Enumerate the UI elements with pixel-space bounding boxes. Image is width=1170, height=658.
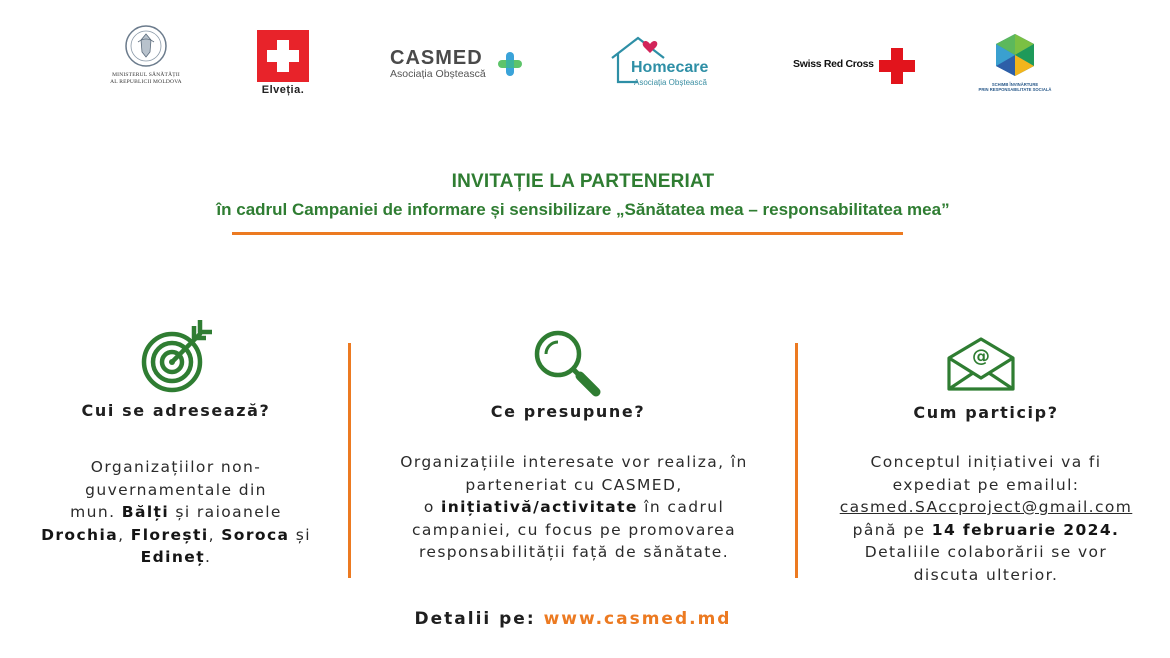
text-line: campaniei, cu focus pe promovarea [411,520,737,539]
text-line: guvernamentale din [85,480,267,499]
switzerland-caption: Elveția. [261,84,305,96]
switzerland-logo [253,30,313,100]
partners-group-logo [975,32,1055,96]
email-envelope-icon [945,336,1017,392]
text-line: Organizațiile interesate vor realiza, în [400,453,748,471]
column-audience-title: Cui se adresează? [81,401,271,420]
ministry-of-health-logo [106,24,186,102]
swiss-red-cross-name: Swiss Red Cross [793,58,874,70]
footer-label: Detalii pe: [414,609,544,629]
text-line: mun. Bălți și raioanele [70,503,282,521]
column-audience-text [26,456,326,569]
website-link[interactable]: www.casmed.md [543,609,732,629]
casmed-logo [390,46,530,86]
column-divider [795,343,798,578]
medical-cross-icon [496,50,524,78]
ministry-caption-2: AL REPUBLICII MOLDOVA [110,79,182,85]
text-line: Conceptul inițiativei va fi [870,453,1102,471]
text-line: parteneriat cu CASMED, [465,475,683,494]
red-cross-icon [879,48,915,84]
swiss-red-cross-logo [793,48,918,84]
text-line: Detaliile colaborării se vor [864,543,1108,561]
text-line: discuta ulterior. [913,565,1059,584]
swiss-flag-icon [257,30,309,82]
ministry-caption-1: MINISTERUL SĂNĂTĂȚII [112,72,180,78]
column-requirements-title: Ce presupune? [490,402,646,421]
page-title: INVITAȚIE LA PARTENERIAT [451,171,715,192]
title-underline [232,232,903,235]
group-caption-2: PRIN RESPONSABILITATE SOCIALĂ [978,87,1052,92]
text-line: expediat pe emailul: [892,475,1080,494]
hexagon-emblem-icon [992,32,1038,78]
coat-of-arms-icon [124,24,168,68]
group-caption-1: SCHIMB ÎNVINĂRTURE [991,82,1039,87]
magnifier-icon [532,328,604,400]
homecare-logo [608,34,728,94]
partner-logos [0,0,1170,110]
text-line: Drochia, Florești, Soroca și [41,525,311,544]
text-line: Edineț. [140,548,212,566]
column-participation-title: Cum particip? [913,403,1059,422]
column-participation-text [808,451,1164,586]
text-line: Organizațiilor non- [90,458,262,476]
homecare-name: Homecare [631,59,709,76]
casmed-name: CASMED [390,47,483,69]
text-line: până pe 14 februarie 2024. [852,520,1120,539]
email-link[interactable]: casmed.SAccproject@gmail.com [839,498,1133,516]
text-line: o inițiativă/activitate în cadrul [423,498,725,516]
page-subtitle: în cadrul Campaniei de informare și sensibilizare „Sănătatea mea – responsabilitatea mea” [216,200,950,219]
target-icon [138,318,216,396]
text-line: responsabilității față de sănătate. [418,543,730,561]
svg-text:@: @ [972,346,990,367]
column-divider [348,343,351,578]
footer-details [0,609,1146,629]
homecare-subtitle: Asociația Obștească [634,78,707,87]
column-requirements-text [376,451,772,564]
casmed-subtitle: Asociația Obștească [390,68,486,80]
